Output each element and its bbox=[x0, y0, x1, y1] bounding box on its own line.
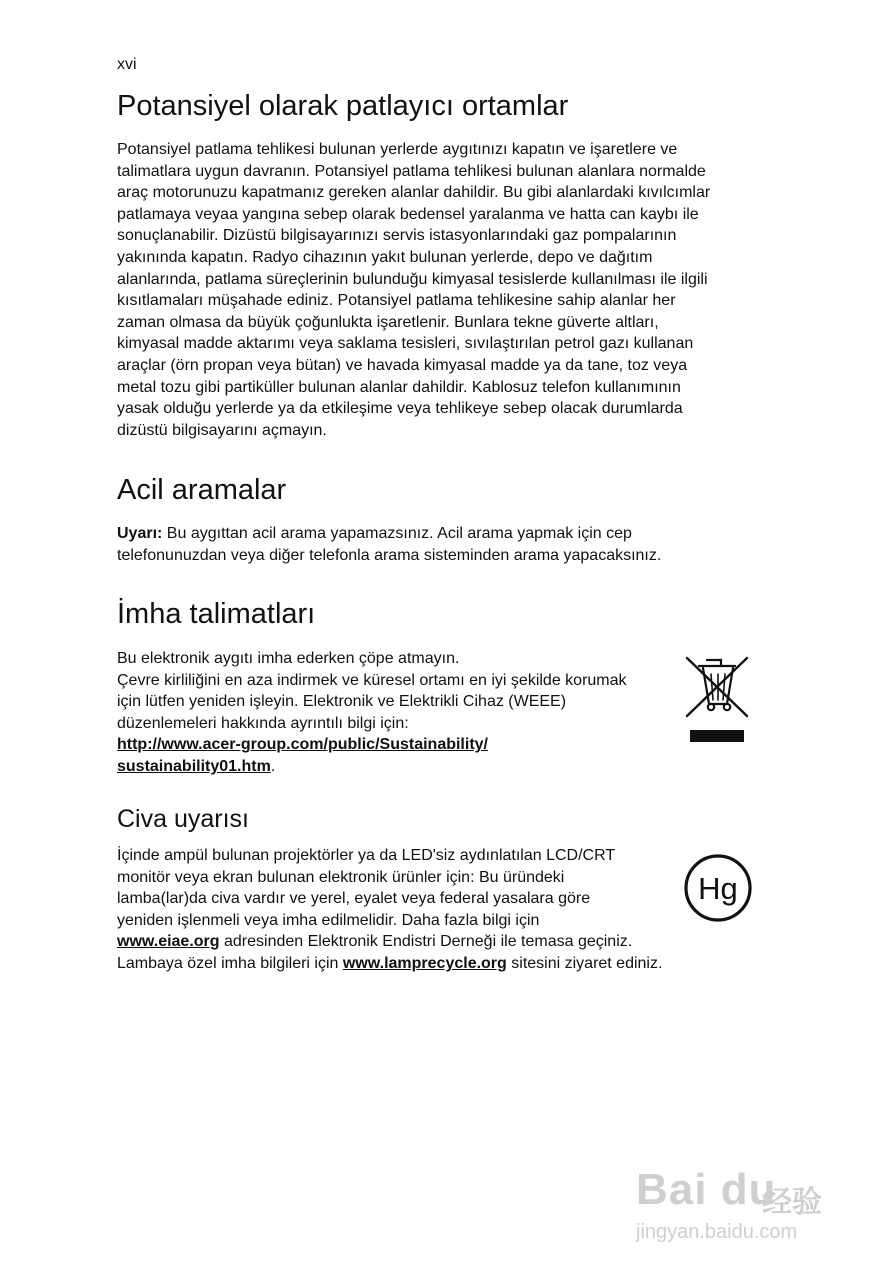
text-line: telefonunuzdan veya diğer telefonla arama sisteminden arama yapacaksınız. bbox=[117, 546, 662, 564]
weee-crossed-bin-icon bbox=[683, 654, 751, 746]
text-line bbox=[117, 523, 661, 545]
text-line: Potansiyel patlama tehlikesi bulunan yerlerde aygıtınızı kapatın ve işaretlere ve bbox=[117, 141, 678, 158]
page-number: xvi bbox=[117, 56, 137, 73]
text-segment: Lambaya özel imha bilgileri için bbox=[117, 954, 343, 972]
watermark-brand: 经验 bbox=[762, 1186, 822, 1219]
text-line: yakınında kapatın. Radyo cihazının yakıt bulunan yerlerde, depo ve dağıtım bbox=[117, 248, 653, 266]
watermark-logo: Bai du bbox=[636, 1165, 777, 1214]
text-line: yasak olduğu yerlerde ya da etkileşime veya tehlikeye sebep olacak durumlarda bbox=[117, 400, 683, 418]
mercury-paragraph bbox=[117, 845, 662, 975]
text-line: kimyasal madde aktarımı veya saklama tesisleri, sıvılaştırılan petrol gazı kullanan bbox=[117, 335, 694, 353]
text-line: talimatlara uygun davranın. Potansiyel patlama tehlikesi bulunan alanlara normalde bbox=[117, 162, 706, 180]
text-line: düzenlemeleri hakkında ayrıntılı bilgi için: bbox=[117, 714, 409, 732]
acer-sustainability-link-cont[interactable]: sustainability01.htm bbox=[117, 757, 271, 775]
section-title-emergency: Acil aramalar bbox=[117, 474, 287, 506]
emergency-paragraph bbox=[117, 523, 661, 566]
hg-label: Hg bbox=[698, 871, 738, 906]
watermark-site: jingyan.baidu.com bbox=[636, 1221, 798, 1243]
text-line: dizüstü bilgisayarını açmayın. bbox=[117, 421, 327, 439]
text-line: patlamaya veyaa yangına sebep olarak bedensel yaralanma ve hatta can kaybı ile bbox=[117, 205, 699, 223]
section-title-mercury: Civa uyarısı bbox=[117, 805, 249, 833]
text-line: yeniden işlenmeli veya imha edilmelidir. Daha fazla bilgi için bbox=[117, 911, 540, 929]
text-line: için lütfen yeniden işleyin. Elektronik ve Elektrikli Cihaz (WEEE) bbox=[117, 693, 567, 711]
eiae-link[interactable]: www.eiae.org bbox=[117, 933, 220, 951]
text-line: kısıtlamaları müşahade ediniz. Potansiyel patlama tehlikesine sahip alanlar her bbox=[117, 292, 676, 310]
explosive-paragraph bbox=[117, 139, 710, 441]
text-line: İçinde ampül bulunan projektörler ya da LED'siz aydınlatılan LCD/CRT bbox=[117, 847, 616, 864]
text-line: sonuçlanabilir. Dizüstü bilgisayarınızı servis istasyonlarındaki gaz pompalarının bbox=[117, 227, 677, 245]
text-line: monitör veya ekran bulunan elektronik ürünler için: Bu üründeki bbox=[117, 868, 565, 886]
text-line: Bu elektronik aygıtı imha ederken çöpe atmayın. bbox=[117, 650, 460, 667]
baidu-watermark bbox=[636, 1145, 846, 1255]
warning-text: Bu aygıttan acil arama yapamazsınız. Acil arama yapmak için cep bbox=[162, 525, 632, 542]
text-line: metal tozu gibi partiküller bulunan alanlar dahildir. Kablosuz telefon kullanımının bbox=[117, 378, 681, 396]
text-segment: adresinden Elektronik Endistri Derneği ile temasa geçiniz. bbox=[219, 933, 633, 951]
text-line: araçlar (örn propan veya bütan) ve havada kimyasal madde ya da tane, toz veya bbox=[117, 356, 688, 374]
text-line: Çevre kirliliğini en aza indirmek ve küresel ortamı en iyi şekilde korumak bbox=[117, 671, 627, 689]
mercury-hg-icon bbox=[682, 852, 754, 924]
link-suffix: . bbox=[270, 757, 276, 775]
warning-label: Uyarı: bbox=[117, 525, 163, 542]
text-line: alanlarında, patlama süreçlerinin bulunduğu kimyasal tesislerde kullanılması ile ilgili bbox=[117, 270, 708, 288]
section-title-explosive: Potansiyel olarak patlayıcı ortamlar bbox=[117, 90, 569, 122]
text-segment: sitesini ziyaret ediniz. bbox=[506, 954, 663, 972]
text-line: araç motorunuzu kapatmanız gereken alanlar dahildir. Bu gibi alanlardaki kıvılcımlar bbox=[117, 184, 711, 202]
text-line: lamba(lar)da civa vardır ve yerel, eyalet veya federal yasalara göre bbox=[117, 890, 591, 908]
disposal-paragraph bbox=[117, 648, 627, 778]
text-line: zaman olmasa da büyük çoğunlukta işaretlenir. Bunlara tekne güverte altları, bbox=[117, 313, 659, 331]
acer-sustainability-link[interactable]: http://www.acer-group.com/public/Sustainability/ bbox=[117, 736, 488, 754]
section-title-disposal: İmha talimatları bbox=[117, 598, 316, 630]
lamprecycle-link[interactable]: www.lamprecycle.org bbox=[342, 954, 507, 972]
